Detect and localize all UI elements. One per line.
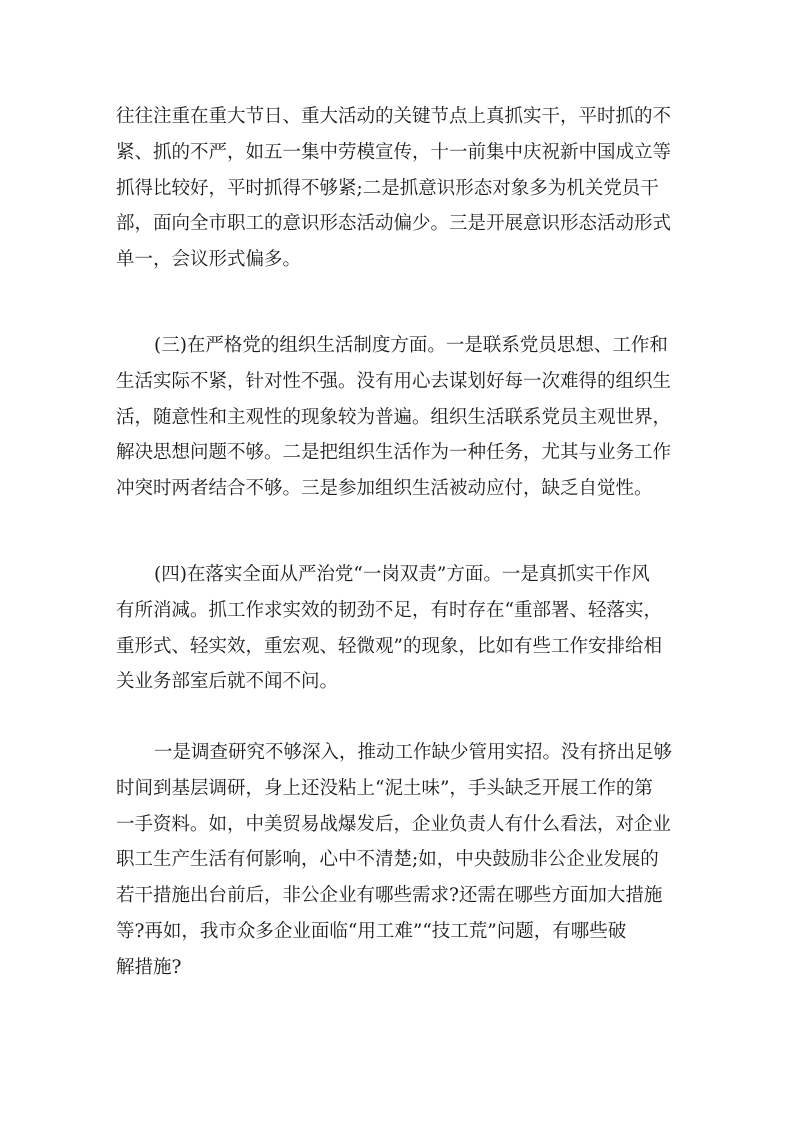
text-line: 部，面向全市职工的意识形态活动偏少。三是开展意识形态活动形式 bbox=[116, 213, 672, 235]
text-line: 冲突时两者结合不够。三是参加组织生活被动应付，缺乏自觉性。 bbox=[116, 478, 653, 500]
text-line: 生活实际不紧，针对性不强。没有用心去谋划好每一次难得的组织生 bbox=[116, 370, 672, 392]
text-line: 若干措施出台前后，非公企业有哪些需求?还需在哪些方面加大措施 bbox=[116, 885, 663, 907]
text-line: 一手资料。如，中美贸易战爆发后，企业负责人有什么看法，对企业 bbox=[116, 813, 672, 835]
text-line: 抓得比较好，平时抓得不够紧;二是抓意识形态对象多为机关党员干 bbox=[116, 177, 659, 199]
text-line: (四)在落实全面从严治党“一岗双责”方面。一是真抓实干作风 bbox=[154, 564, 650, 585]
text-line: 有所消减。抓工作求实效的韧劲不足，有时存在“重部署、轻落实， bbox=[116, 599, 662, 621]
text-line: 时间到基层调研，身上还没粘上“泥土味”，手头缺乏开展工作的第 bbox=[116, 777, 653, 799]
text-line: 一是调查研究不够深入，推动工作缺少管用实招。没有挤出足够 bbox=[154, 742, 673, 763]
text-line: 关业务部室后就不闻不问。 bbox=[116, 671, 339, 693]
text-line: 等?再如，我市众多企业面临“用工难”“技工荒”问题，有哪些破 bbox=[116, 920, 627, 942]
text-line: 职工生产生活有何影响，心中不清楚;如，中央鼓励非公企业发展的 bbox=[116, 849, 659, 871]
text-line: 重形式、轻实效，重宏观、轻微观”的现象，比如有些工作安排给相 bbox=[116, 635, 662, 657]
text-line: 往往注重在重大节日、重大活动的关键节点上真抓实干，平时抓的不 bbox=[116, 106, 672, 127]
text-line: 解决思想问题不够。二是把组织生活作为一种任务，尤其与业务工作 bbox=[116, 442, 672, 464]
paragraph-ideology-work bbox=[116, 99, 688, 278]
text-line: (三)在严格党的组织生活制度方面。一是联系党员思想、工作和 bbox=[154, 335, 668, 356]
paragraph-investigation-research bbox=[116, 735, 688, 986]
text-line: 活，随意性和主观性的现象较为普遍。组织生活联系党员主观世界， bbox=[116, 406, 672, 428]
paragraph-dual-responsibility bbox=[116, 557, 688, 700]
paragraph-organizational-life bbox=[116, 328, 688, 507]
text-line: 单一，会议形式偏多。 bbox=[116, 249, 302, 271]
text-line: 解措施? bbox=[116, 956, 182, 978]
text-line: 紧、抓的不严，如五一集中劳模宣传，十一前集中庆祝新中国成立等 bbox=[116, 141, 672, 163]
